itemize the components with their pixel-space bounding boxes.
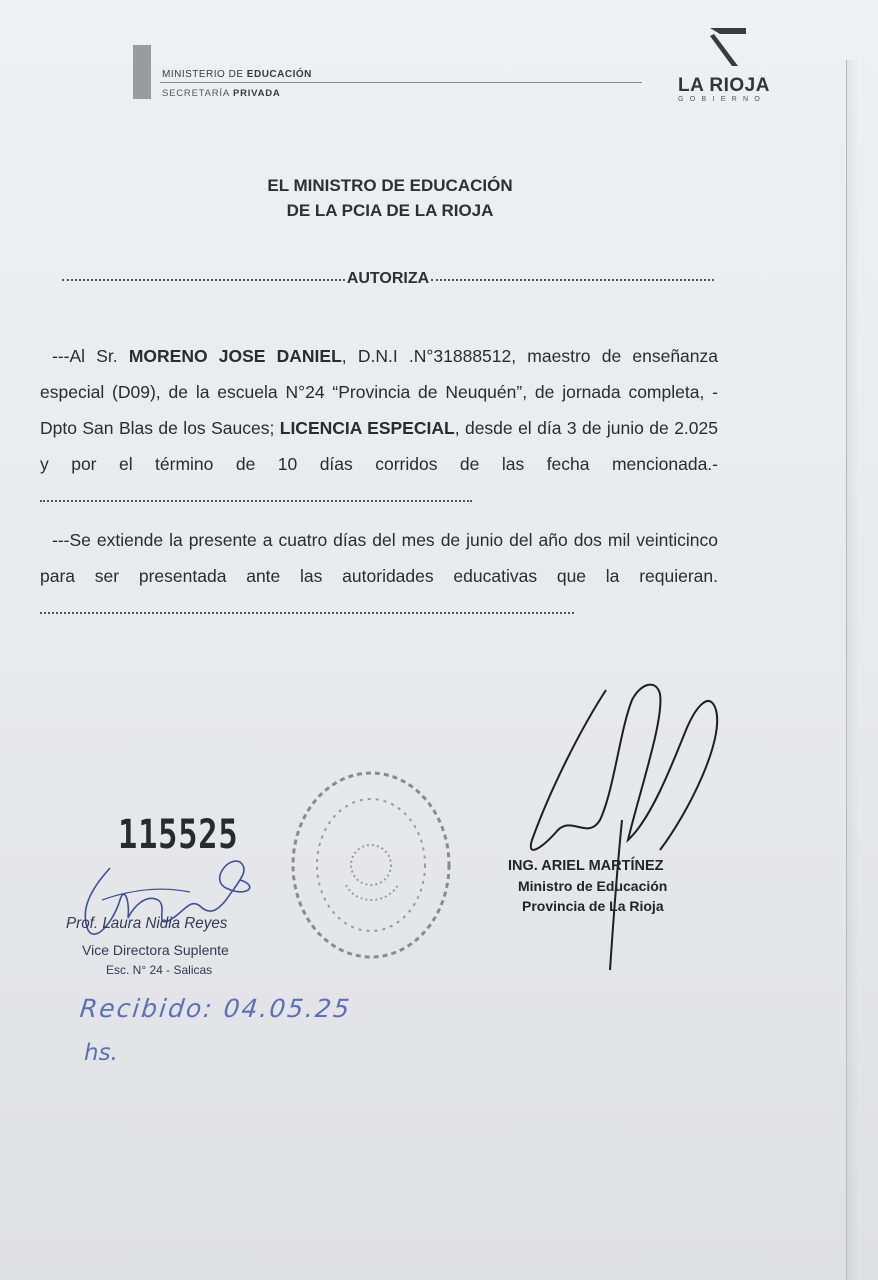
la-rioja-logo xyxy=(672,26,792,106)
ministry-prefix: MINISTERIO DE xyxy=(162,69,244,80)
minister-role: Ministro de Educación xyxy=(518,878,668,894)
secretary-prefix: SECRETARÍA xyxy=(162,88,230,99)
teacher-name: MORENO JOSE DANIEL xyxy=(128,346,342,366)
logo-subtitle: GOBIERNO xyxy=(678,96,767,103)
secretary-label xyxy=(162,88,281,99)
hours-note: hs. xyxy=(84,1040,118,1066)
paragraph2-text: ---Se extiende la presente a cuatro días del mes de junio del año dos mil veinticinco para ser presentada ante las autoridades educativas que la requieran. xyxy=(40,530,718,586)
paper-edge xyxy=(846,60,859,1280)
dash-right xyxy=(431,279,714,281)
vice-director-school: Esc. N° 24 - Salicas xyxy=(106,963,213,977)
document-title-line1: EL MINISTRO DE EDUCACIÓN xyxy=(267,176,513,195)
ministry-label xyxy=(162,69,312,80)
official-seal xyxy=(286,765,456,965)
paragraph1-rest: , desde el día 3 de junio de 2.025 y por el término de 10 días corridos de las fecha mencionada.- xyxy=(40,418,718,474)
header-rule xyxy=(160,82,642,83)
stamp-number: 115525 xyxy=(118,812,239,858)
header-accent-bar xyxy=(133,45,151,99)
document-title-line2: DE LA PCIA DE LA RIOJA xyxy=(286,201,494,220)
logo-mark-icon xyxy=(708,26,752,72)
dash-left xyxy=(62,279,345,281)
vice-director-name: Prof. Laura Nidia Reyes xyxy=(66,915,228,932)
minister-signature xyxy=(510,670,740,980)
dash-fill xyxy=(40,500,472,502)
minister-province: Provincia de La Rioja xyxy=(522,898,664,914)
paragraph-issuance xyxy=(40,522,718,630)
minister-name: ING. ARIEL MARTÍNEZ xyxy=(508,858,664,874)
logo-name: LA RIOJA xyxy=(678,75,770,96)
license-type: LICENCIA ESPECIAL xyxy=(279,418,455,438)
authorizes-heading-row xyxy=(62,270,714,288)
secretary-bold: PRIVADA xyxy=(232,88,281,99)
dash-fill xyxy=(40,612,574,614)
authorizes-heading: AUTORIZA xyxy=(346,270,430,287)
received-note: Recibido: 04.05.25 xyxy=(78,994,353,1023)
paragraph1-intro: ---Al Sr. xyxy=(52,346,129,366)
vice-director-role: Vice Directora Suplente xyxy=(82,942,229,958)
paragraph1-details: , D.N.I .N°31888512, maestro de enseñanza especial (D09), de la escuela N°24 “Provincia de Neuquén”, de jornada completa, - Dpto San Blas de los Sauces; xyxy=(40,346,718,438)
paragraph-authorization xyxy=(40,338,718,518)
ministry-bold: EDUCACIÓN xyxy=(246,69,312,80)
